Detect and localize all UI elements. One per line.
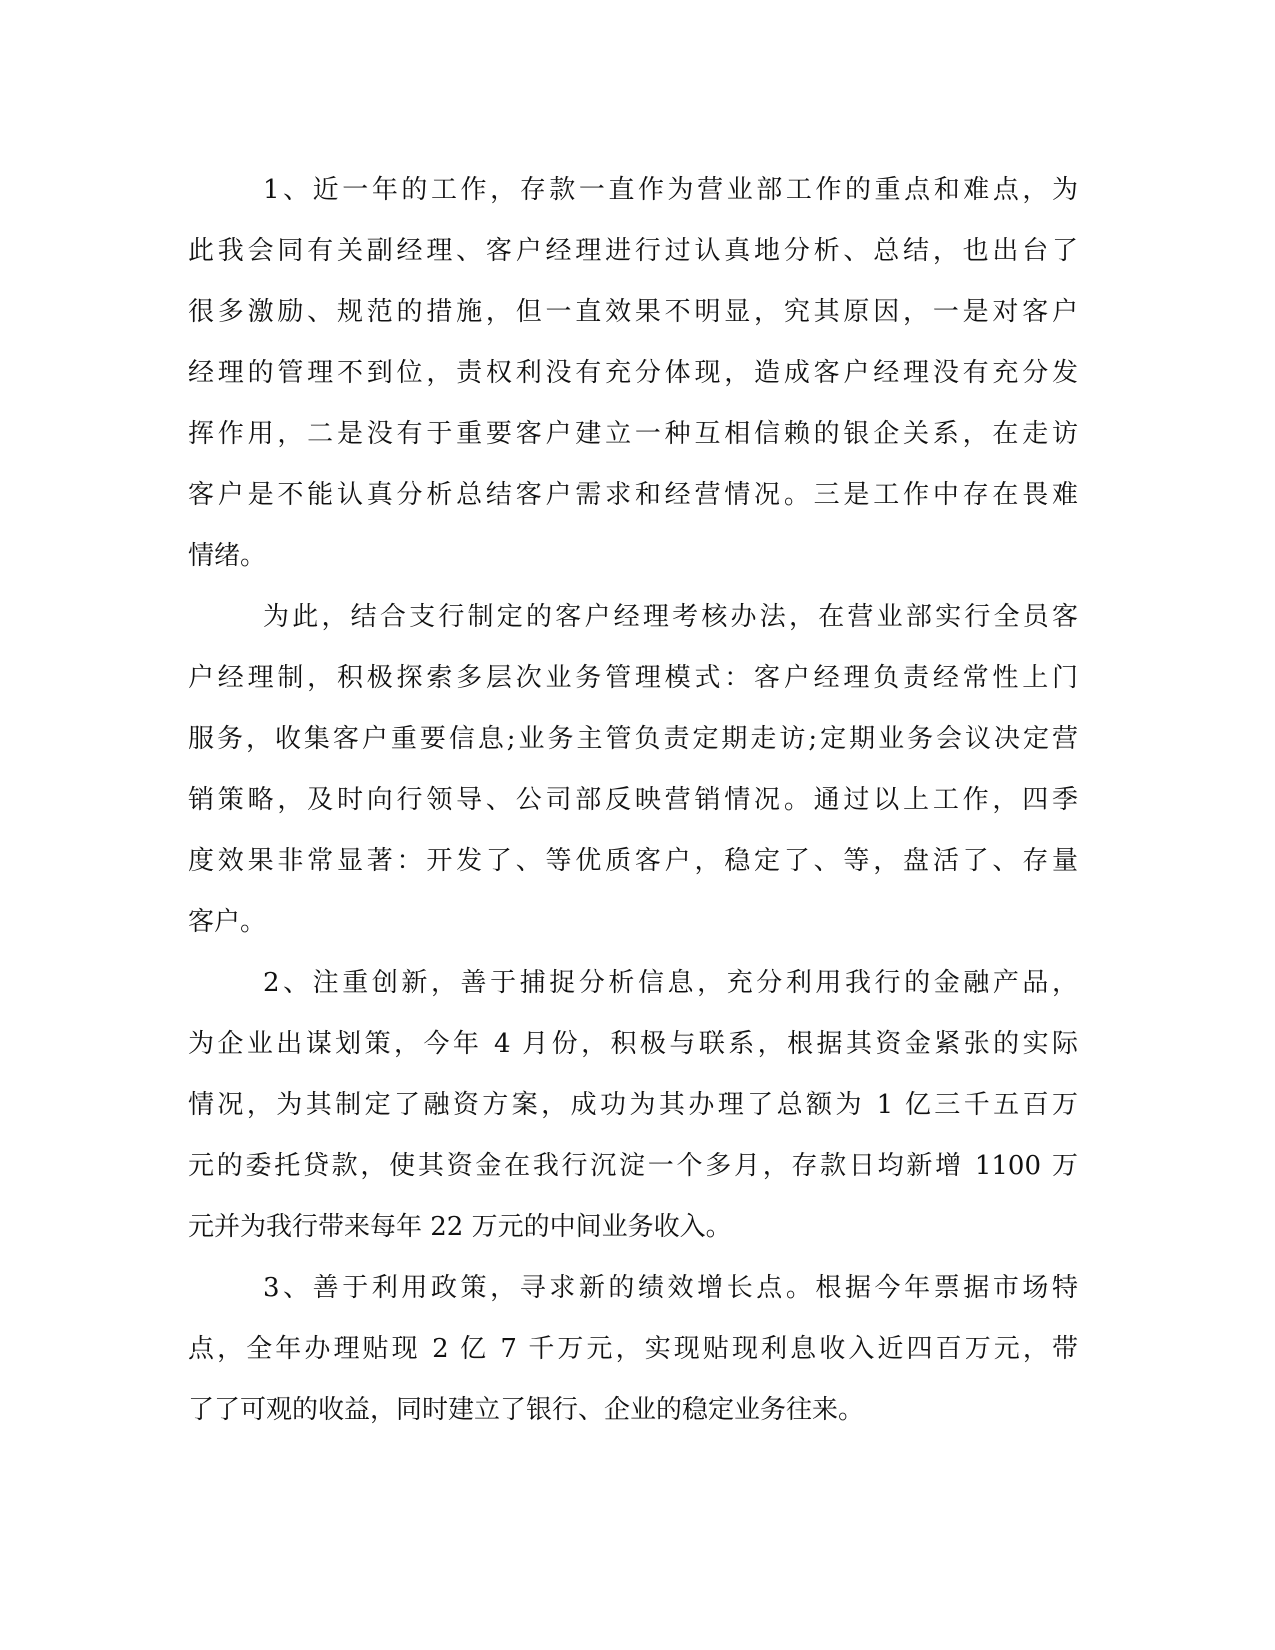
text-line: 元并为我行带来每年 22 万元的中间业务收入。 [188,1212,732,1242]
text-line: 3、善于利用政策，寻求新的绩效增长点。根据今年票据市场特 [263,1273,1078,1303]
text-line: 挥作用，二是没有于重要客户建立一种互相信赖的银企关系，在走访 [188,419,1078,449]
text-line: 为企业出谋划策，今年 4 月份，积极与联系，根据其资金紧张的实际 [188,1029,1078,1059]
text-line: 情况，为其制定了融资方案，成功为其办理了总额为 1 亿三千五百万 [188,1090,1078,1120]
paragraph-3 [188,953,1078,1258]
paragraph-1 [188,160,1078,587]
text-line: 为此，结合支行制定的客户经理考核办法，在营业部实行全员客 [263,602,1078,632]
text-line: 服务，收集客户重要信息;业务主管负责定期走访;定期业务会议决定营 [188,724,1078,754]
text-line: 点，全年办理贴现 2 亿 7 千万元，实现贴现利息收入近四百万元，带 [188,1334,1078,1364]
text-line: 了了可观的收益，同时建立了银行、企业的稳定业务往来。 [188,1395,865,1425]
text-line: 很多激励、规范的措施，但一直效果不明显，究其原因，一是对客户 [188,297,1078,327]
text-line: 2、注重创新，善于捕捉分析信息，充分利用我行的金融产品， [263,968,1078,998]
document-page [188,160,1078,1441]
text-line: 经理的管理不到位，责权利没有充分体现，造成客户经理没有充分发 [188,358,1078,388]
text-line: 客户是不能认真分析总结客户需求和经营情况。三是工作中存在畏难 [188,480,1078,510]
paragraph-2 [188,587,1078,953]
text-line: 度效果非常显著：开发了、等优质客户，稳定了、等，盘活了、存量 [188,846,1078,876]
paragraph-4 [188,1258,1078,1441]
text-line: 客户。 [188,907,267,937]
text-line: 元的委托贷款，使其资金在我行沉淀一个多月，存款日均新增 1100 万 [188,1151,1078,1181]
text-line: 1、近一年的工作，存款一直作为营业部工作的重点和难点，为 [263,175,1078,205]
text-line: 情绪。 [188,541,267,571]
text-line: 此我会同有关副经理、客户经理进行过认真地分析、总结，也出台了 [188,236,1078,266]
text-line: 户经理制，积极探索多层次业务管理模式：客户经理负责经常性上门 [188,663,1078,693]
text-line: 销策略，及时向行领导、公司部反映营销情况。通过以上工作，四季 [188,785,1078,815]
